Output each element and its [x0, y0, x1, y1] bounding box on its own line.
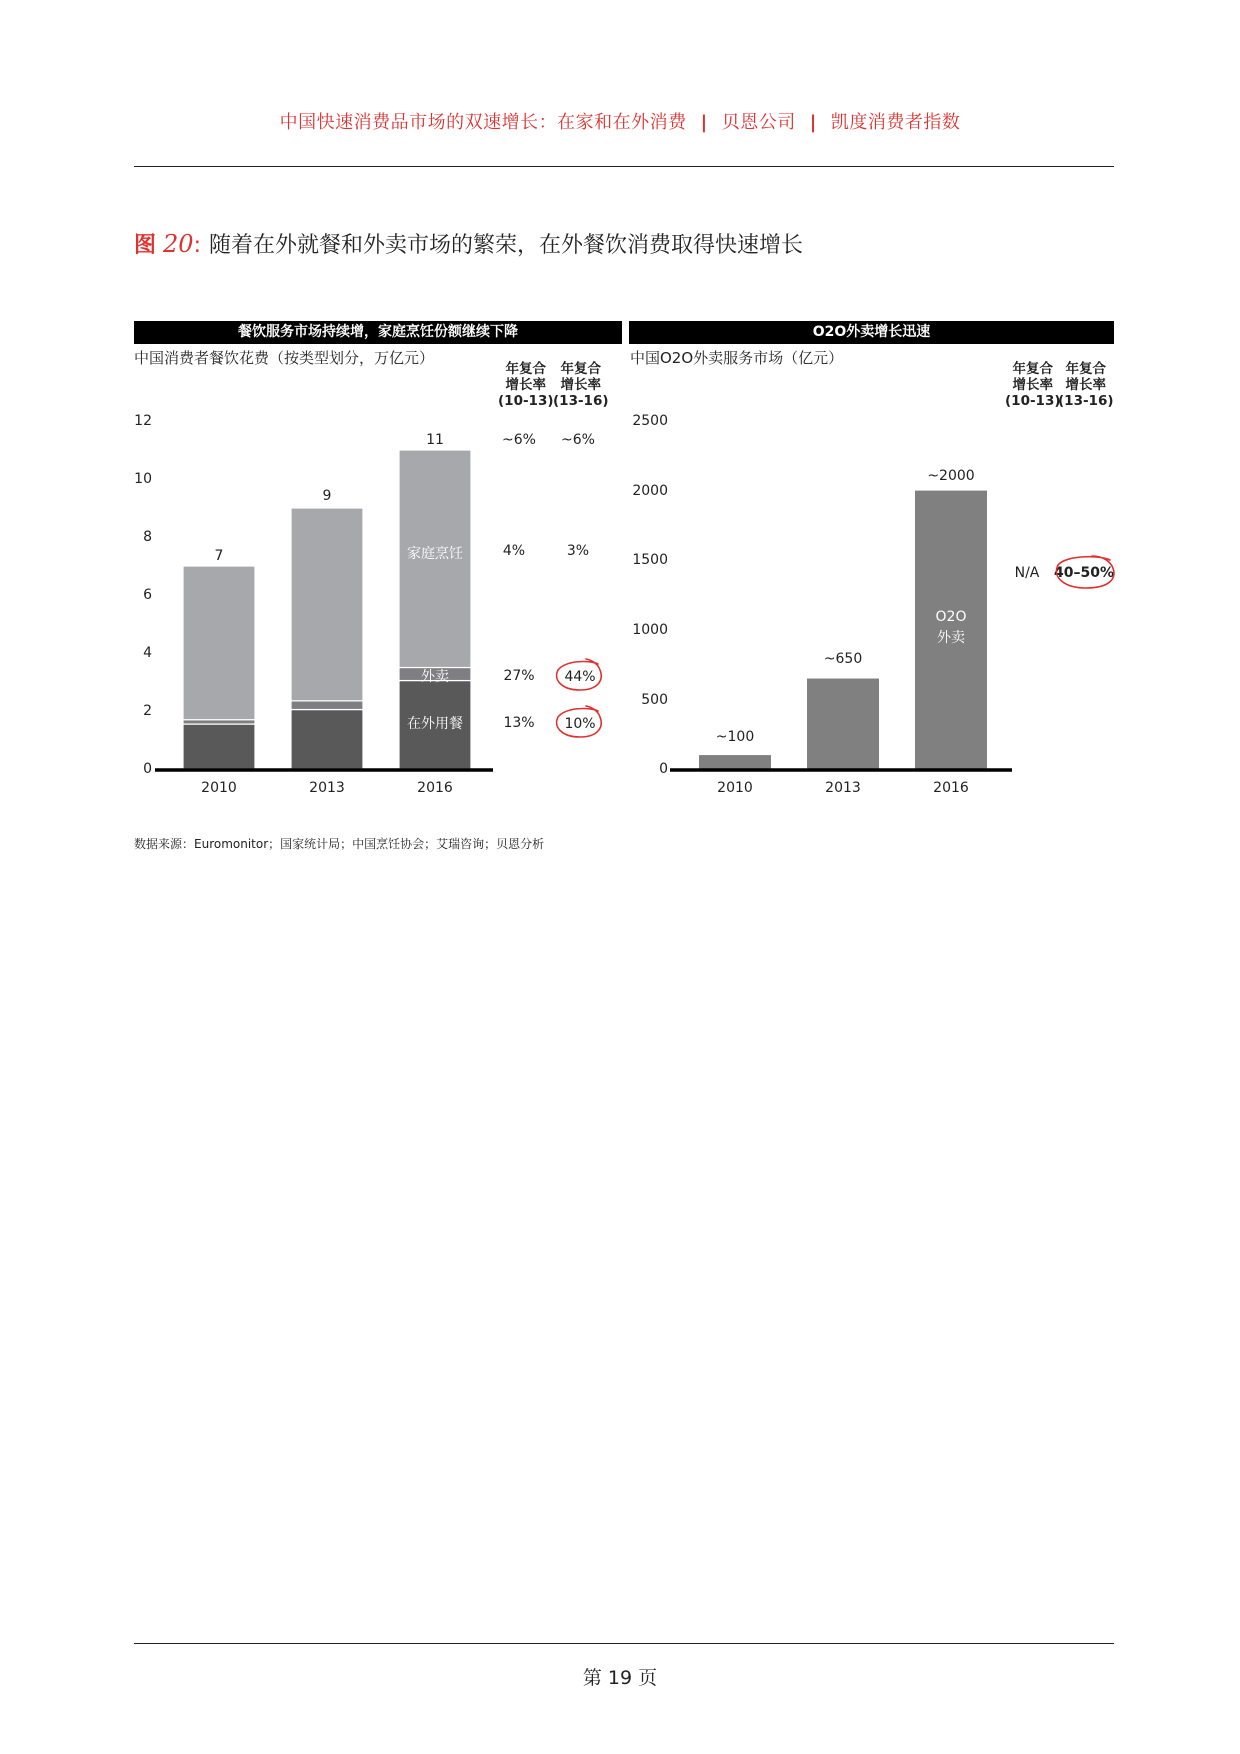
header-company: 贝恩公司	[721, 112, 796, 133]
left-growth-delivery-10-13: 27%	[503, 668, 535, 684]
left-ytick-4: 4	[143, 645, 152, 661]
source-note: 数据来源：Euromonitor；国家统计局；中国烹饪协会；艾瑞咨询；贝恩分析	[134, 837, 545, 851]
left-ytick-2: 2	[143, 703, 152, 719]
right-panel-title: O2O外卖增长迅速	[629, 321, 1114, 344]
left-xtick-2016: 2016	[417, 780, 453, 796]
highlight-circle-o2o-growth	[1056, 556, 1113, 588]
left-xtick-2010: 2010	[201, 780, 237, 796]
highlight-circle-dine-out-growth	[557, 706, 602, 737]
right-xtick-2010: 2010	[717, 780, 753, 796]
highlight-circle-delivery-growth	[557, 659, 602, 690]
footer-prefix: 第	[582, 1667, 602, 1689]
left-xtick-2013: 2013	[309, 780, 345, 796]
right-ytick-2000: 2000	[632, 483, 668, 499]
right-ytick-0: 0	[659, 761, 668, 777]
figure-label: 图	[134, 233, 157, 258]
figure-colon: :	[193, 233, 201, 258]
left-ytick-6: 6	[143, 587, 152, 603]
left-segment-label-home-cooking: 家庭烹饪	[407, 546, 463, 562]
left-growth-total-13-16: ~6%	[561, 432, 595, 448]
left-growth-dine-out-13-16: 10%	[564, 716, 596, 732]
right-bar-label-delivery: 外卖	[937, 630, 965, 646]
left-growth-home-13-16: 3%	[566, 543, 590, 559]
right-xtick-2013: 2013	[825, 780, 861, 796]
left-growth-header-10-13: 年复合 增长率 (10-13)	[498, 361, 554, 409]
right-data-label-2013: ~650	[823, 651, 863, 667]
header-index: 凯度消费者指数	[830, 112, 961, 133]
left-growth-delivery-13-16: 44%	[564, 669, 596, 685]
right-growth-header-13-16: 年复合 增长率 (13-16)	[1058, 361, 1114, 409]
page-number: 19	[607, 1667, 633, 1689]
right-ytick-1000: 1000	[632, 622, 668, 638]
right-growth-13-16: 40–50%	[1054, 565, 1114, 581]
left-chart-subtitle: 中国消费者餐饮花费（按类型划分，万亿元）	[134, 349, 435, 367]
left-growth-dine-out-10-13: 13%	[503, 715, 535, 731]
left-ytick-12: 12	[134, 413, 152, 429]
right-ytick-500: 500	[641, 692, 668, 708]
right-growth-10-13: N/A	[1014, 565, 1040, 581]
right-ytick-1500: 1500	[632, 552, 668, 568]
left-growth-total-10-13: ~6%	[502, 432, 536, 448]
figure-caption: 随着在外就餐和外卖市场的繁荣，在外餐饮消费取得快速增长	[208, 233, 803, 258]
left-ytick-0: 0	[143, 761, 152, 777]
left-total-label-2013: 9	[322, 488, 332, 504]
page-footer	[0, 1663, 1240, 1690]
left-total-label-2010: 7	[214, 548, 224, 564]
header-separator-2: |	[809, 112, 817, 133]
left-panel-title: 餐饮服务市场持续增，家庭烹饪份额继续下降	[134, 321, 622, 344]
right-chart-subtitle: 中国O2O外卖服务市场（亿元）	[630, 349, 844, 367]
header-separator-1: |	[700, 112, 708, 133]
header-report-title: 中国快速消费品市场的双速增长：在家和在外消费	[279, 112, 687, 133]
left-total-label-2016: 11	[426, 432, 444, 448]
left-ytick-8: 8	[143, 529, 152, 545]
left-segment-label-delivery: 外卖	[421, 669, 449, 685]
left-segment-label-dine-out: 在外用餐	[407, 716, 463, 732]
right-bar-label-o2o: O2O	[935, 609, 967, 625]
right-data-label-2010: ~100	[715, 729, 755, 745]
right-xtick-2016: 2016	[933, 780, 969, 796]
footer-suffix: 页	[638, 1667, 658, 1689]
right-growth-header-10-13: 年复合 增长率 (10-13)	[1005, 361, 1061, 409]
right-ytick-2500: 2500	[632, 413, 668, 429]
figure-number: 20	[163, 230, 194, 258]
left-ytick-10: 10	[134, 471, 152, 487]
right-data-label-2016: ~2000	[927, 468, 975, 484]
left-growth-home-10-13: 4%	[502, 543, 526, 559]
left-growth-header-13-16: 年复合 增长率 (13-16)	[553, 361, 609, 409]
footer-divider	[134, 1643, 1114, 1644]
